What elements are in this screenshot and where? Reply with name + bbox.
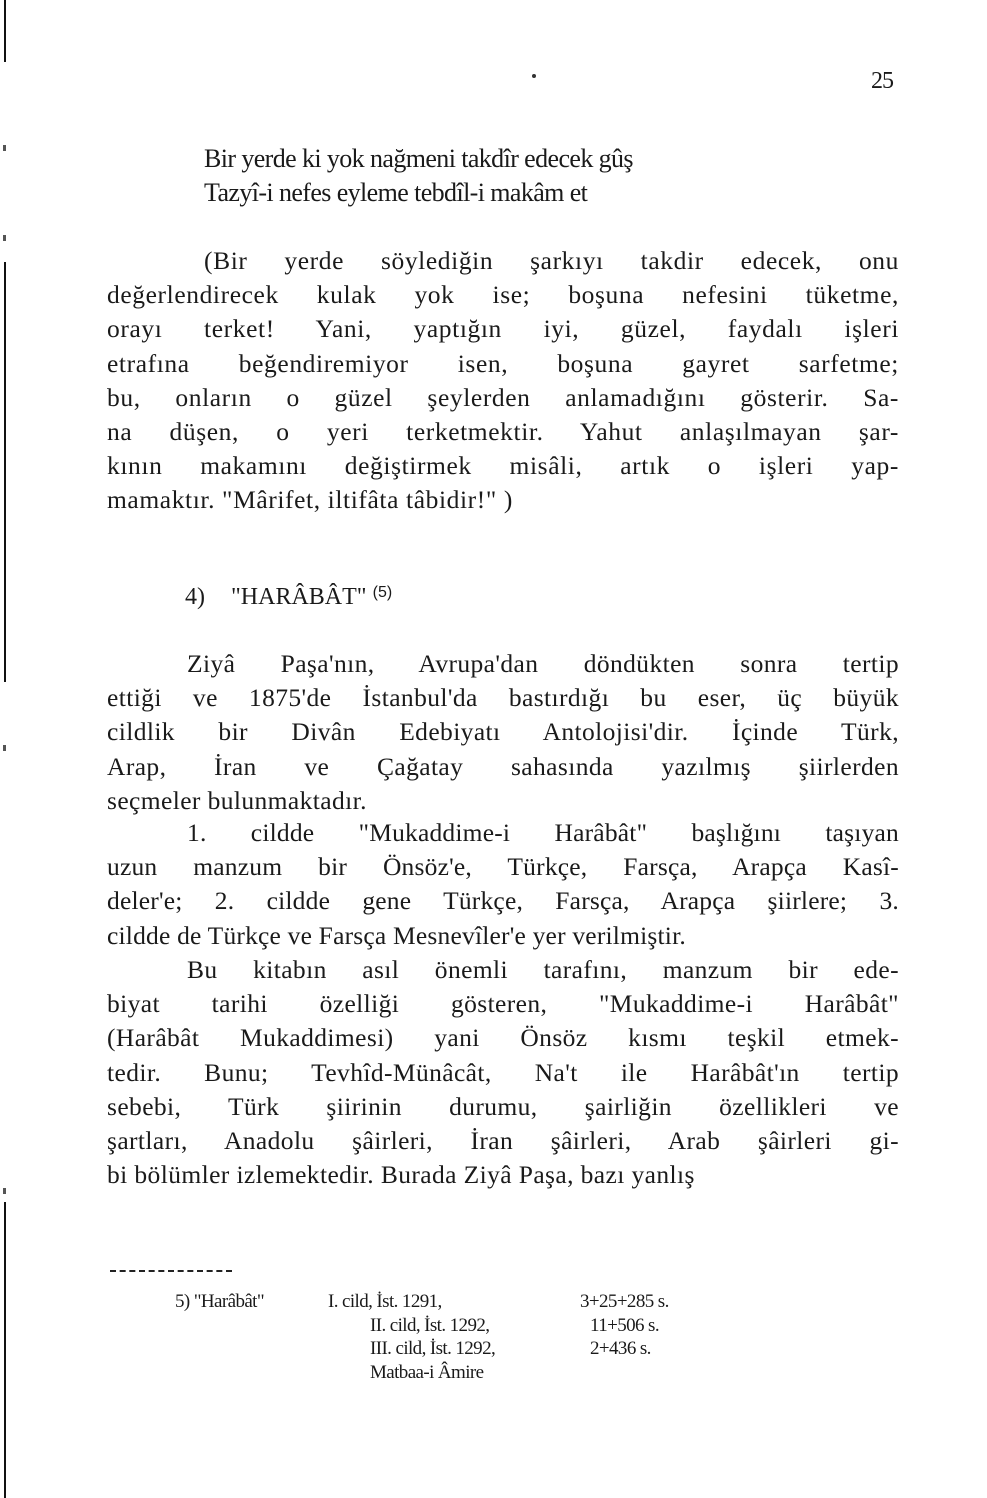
footnote-label: 5) "Harâbât" (175, 1291, 265, 1312)
scan-edge-line (4, 262, 6, 682)
text-line: 1. cildde "Mukaddime-i Harâbât" başlığını taşıyan (187, 818, 899, 847)
footnote-volumes (328, 1290, 495, 1384)
scan-speck (3, 745, 6, 751)
footnote-page-count: 11+506 s. (590, 1314, 660, 1336)
text-line: mamaktır. "Mârifet, iltifâta tâbidir!" ) (107, 485, 513, 515)
verse-commentary (107, 244, 899, 518)
text-line: (Bir yerde söylediğin şarkıyı takdir edecek, onu (204, 246, 899, 275)
text-line: bu, onların o güzel şeylerden anlamadığını gösterir. Sa- (107, 382, 899, 412)
text-line: tedir. Bunu; Tevhîd-Münâcât, Na't ile Harâbât'ın tertip (107, 1057, 899, 1087)
verse-line: Tazyî-i nefes eyleme tebdîl-i makâm et (204, 178, 588, 207)
print-speck (532, 74, 536, 78)
footnote-pages (580, 1290, 669, 1361)
section-title: "HARÂBÂT" (231, 584, 367, 610)
text-line: Bu kitabın asıl önemli tarafını, manzum bir ede- (187, 955, 899, 984)
body-paragraph (107, 647, 899, 818)
footnote-page-count: 3+25+285 s. (580, 1291, 669, 1312)
scan-speck (3, 1188, 6, 1194)
footnote-volume: II. cild, İst. 1292, (370, 1314, 490, 1336)
text-line: cildlik bir Divân Edebiyatı Antolojisi'dir. İçinde Türk, (107, 717, 899, 747)
footnote-volume: III. cild, İst. 1292, (370, 1338, 496, 1359)
scan-speck (3, 235, 6, 241)
scan-edge-line (4, 1202, 6, 1498)
scan-speck (3, 145, 6, 151)
text-line: bi bölümler izlemektedir. Burada Ziyâ Paşa, bazı yanlış (107, 1160, 695, 1190)
text-line: seçmeler bulunmaktadır. (107, 785, 367, 815)
verse-line: Bir yerde ki yok nağmeni takdîr edecek gûş (204, 144, 633, 173)
footnote-separator (110, 1270, 232, 1272)
footnote-volume: I. cild, İst. 1291, (328, 1291, 442, 1312)
body-paragraph (107, 816, 899, 953)
text-line: Ziyâ Paşa'nın, Avrupa'dan döndükten sonra tertip (187, 649, 899, 678)
body-paragraph (107, 953, 899, 1192)
section-number: 4) (185, 584, 205, 610)
footnote-page-count: 2+436 s. (590, 1338, 651, 1359)
verse-couplet (204, 142, 633, 210)
footnote-publisher: Matbaa-i Âmire (370, 1361, 484, 1383)
text-line: kının makamını değiştirmek misâli, artık o işleri yap- (107, 451, 899, 481)
text-line: uzun manzum bir Önsöz'e, Türkçe, Farsça, Arapça Kasî- (107, 852, 899, 882)
footnote-reference: (5) (372, 584, 393, 601)
text-line: cildde de Türkçe ve Farsça Mesnevîler'e yer verilmiştir. (107, 920, 686, 950)
text-line: na düşen, o yeri terketmektir. Yahut anlaşılmayan şar- (107, 417, 899, 447)
text-line: şartları, Anadolu şâirleri, İran şâirleri, Arab şâirleri gi- (107, 1126, 899, 1156)
text-line: (Harâbât Mukaddimesi) yani Önsöz kısmı teşkil etmek- (107, 1023, 899, 1053)
text-line: Arap, İran ve Çağatay sahasında yazılmış şiirlerden (107, 751, 899, 781)
text-line: biyat tarihi özelliği gösteren, "Mukaddime-i Harâbât" (107, 989, 899, 1019)
scan-edge-line (4, 0, 6, 62)
section-heading (185, 584, 392, 611)
text-line: deler'e; 2. cildde gene Türkçe, Farsça, Arapça şiirlere; 3. (107, 886, 899, 916)
text-line: orayı terket! Yani, yaptığın iyi, güzel, faydalı işleri (107, 314, 899, 344)
text-line: etrafına beğendiremiyor isen, boşuna gayret sarfetme; (107, 348, 899, 378)
text-line: sebebi, Türk şiirinin durumu, şairliğin özellikleri ve (107, 1091, 899, 1121)
text-line: ettiği ve 1875'de İstanbul'da bastırdığı bu eser, üç büyük (107, 683, 899, 713)
page-number: 25 (871, 68, 893, 94)
text-line: değerlendirecek kulak yok ise; boşuna nefesini tüketme, (107, 280, 899, 310)
